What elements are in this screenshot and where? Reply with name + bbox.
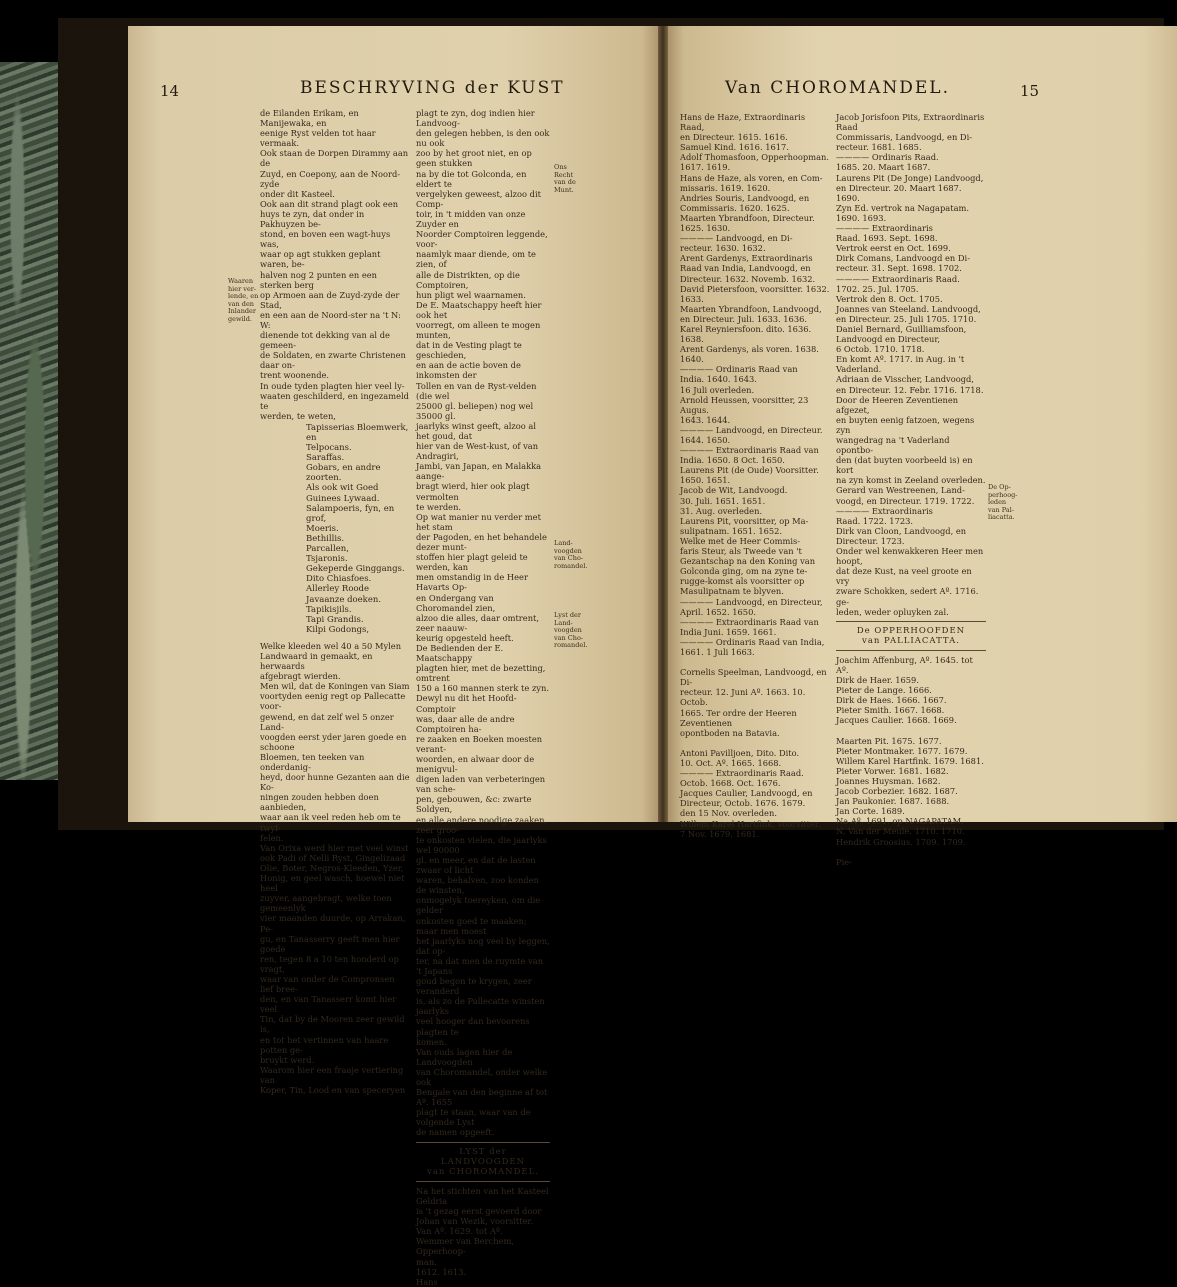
cloth-list-item: Telpocans. (306, 443, 352, 454)
right-page-number: 15 (1020, 82, 1040, 100)
governor-entry: Andries Souris, Landvoogd, en (680, 192, 810, 203)
governor-entry: Adolf Thomasfoon, Opperhoopman. (680, 152, 830, 163)
governor-entry: wangedrag na 't Vaderland opontbo- (836, 435, 950, 456)
text-line: De E. Maatschappy heeft hier ook het (416, 299, 542, 320)
governor-entry: India. 1640. 1643. (680, 374, 757, 385)
governor-entry: ———— Ordinaris Raad van India, (680, 636, 825, 647)
governor-entry: Arent Gardenys, Extraordinaris (680, 253, 813, 264)
governor-entry: leden, weder opluyken zal. (836, 606, 949, 617)
governor-entry: Raad. 1693. Sept. 1698. (836, 233, 938, 244)
governor-entry: Karel Reyniersfoon. dito. 1636. 1638. (680, 323, 812, 345)
cloth-list-item: Gekeperde Ginggangs. (306, 564, 405, 575)
margin-note-opperhoofden: De Op-perhoog-leden van Pal-liacatta. (988, 483, 1018, 521)
text-line: zoo by het groot niet, en op geen stukken (416, 148, 532, 169)
text-line: naamlyk maar diende, om te zien, of (416, 249, 536, 270)
text-line: ter, na dat men de ruymte van 't Japans (416, 955, 544, 976)
opperhoofd-entry: Na Aº. 1691. op NAGAPATAM. (836, 816, 964, 827)
text-line: Van ouds lagen hier de Landvoogden (416, 1046, 513, 1067)
text-line: Tin, dat by de Mooren zeer gewild is, (260, 1014, 405, 1035)
text-line: vergelyken geweest, alzoo dit Comp- (416, 188, 541, 209)
governor-entry: Hans de Haze, Extraordinaris Raad, (680, 112, 806, 133)
governor-entry: Welke met de Heer Commis- (680, 535, 801, 546)
text-line: plagten hier, met de bezetting, omtrent (416, 663, 546, 684)
list-subheading: van CHOROMANDEL. (427, 1166, 539, 1177)
book-gutter (658, 26, 668, 822)
margin-note-landvoogden: Land-voogden van Cho-romandel. (554, 539, 588, 570)
governor-entry: Octob. 1668. Oct. 1676. (680, 778, 781, 789)
text-line: stoffen hier plagt geleid te werden, kan (416, 552, 528, 573)
text-line: te werden. (416, 501, 462, 512)
governor-entry: Hans de Haze, als voren, en Com- (680, 172, 823, 183)
text-line: Landwaard in gemaakt, en herwaards (260, 650, 373, 672)
text-line: en Ondergang van Choromandel zien, (416, 592, 496, 613)
text-line: bragt wierd, hier ook plagt vermolten (416, 481, 530, 502)
text-line: 150 a 160 mannen sterk te zyn. (416, 683, 549, 694)
section-rule (836, 621, 986, 622)
governor-entry: ———— Landvoogd, en Directeur. (680, 424, 823, 435)
opperhoofd-entry: Hendrik Groosius. 1709. 1709. (836, 836, 966, 847)
governor-entry: missaris. 1619. 1620. (680, 182, 771, 193)
cloth-list-item: Gobars, en andre zoorten. (306, 463, 381, 484)
text-line: voogden eerst yder jaren goede en schoone (260, 731, 407, 752)
opperhoofd-entry: Joannes Huysman. 1682. (836, 776, 941, 786)
governor-entry: Landvoogd en Directeur, (836, 334, 941, 345)
text-line: bruykt werd. (260, 1054, 315, 1065)
governor-entry: opontboden na Batavia. (680, 727, 780, 738)
governor-entry: Commissaris, Landvoogd, en Di- (836, 132, 973, 143)
governor-entry: Wemmer van Berchem, Opperhoop- (416, 1236, 515, 1257)
text-line: het jaarlyks nog veel by leggen, dat op- (416, 935, 550, 956)
text-line: trent woonende. (260, 370, 330, 381)
governor-entry: recteur. 1681. 1685. (836, 142, 922, 153)
text-line: en tot het vertinnen van haare potten ge- (260, 1034, 389, 1055)
text-line: der Pagoden, en het behandele dezer munt- (416, 531, 547, 553)
governor-entry: recteur. 31. Sept. 1698. 1702. (836, 263, 962, 274)
governor-entry: Joannes van Steeland. Landvoogd, (836, 303, 981, 314)
text-line: werden, te weten, (260, 410, 336, 421)
governor-entry: sulipatnam. 1651. 1652. (680, 525, 783, 536)
cloth-list-item: Parcallen, (306, 544, 349, 555)
text-line: stond, en boven een wagt-huys was, (260, 229, 391, 250)
cloth-list-item: Tapisserias Bloemwerk, en (306, 422, 409, 443)
governor-entry: Laurens Pit (de Oude) Voorsitter. (680, 465, 819, 476)
governor-entry: en Directeur. 1615. 1616. (680, 132, 788, 143)
text-line: Waarom hier een fraaje vertiering van (260, 1064, 404, 1085)
governor-entry: Dirk van Cloon, Landvoogd, en (836, 525, 967, 536)
governor-entry: 1690. 1693. (836, 212, 887, 223)
text-line: Welke kleeden wel 40 a 50 Mylen (260, 640, 402, 651)
cloth-list-item: Als ook wit Goed (306, 483, 379, 494)
margin-note-lyst: Lyst der Land-voogden van Cho-romandel. (554, 611, 588, 649)
text-line: Jambi, van Japan, en Malakka aange- (416, 461, 542, 482)
text-line: te onkosten vielen, die jaarlyks wel 90000 (416, 834, 547, 855)
text-line: dat in de Vesting plagt te geschieden, (416, 340, 522, 361)
text-line: felen. (260, 832, 284, 843)
governor-entry: zware Schokken, sedert Aº. 1716. ge- (836, 586, 979, 607)
governor-entry: ———— Extraordinaris Raad van (680, 445, 819, 456)
section-rule (836, 650, 986, 651)
governor-entry: Laurens Pit (De Jonge) Landvoogd, (836, 172, 984, 183)
governor-entry: ———— Extraordinaris Raad. (680, 768, 804, 779)
text-line: huys te zyn, dat onder in Pakhuyzen be- (260, 208, 365, 230)
text-line: Ook aan dit strand plagt ook een (260, 198, 399, 209)
governor-entry: Directeur. 1632. Novemb. 1632. (680, 273, 816, 284)
opperhoofd-entry: Dirk de Haes. 1666. 1667. (836, 695, 947, 706)
governor-entry: Gerard van Westreenen, Land- (836, 485, 965, 496)
text-line: Ook staan de Dorpen Dirammy aan de (260, 148, 409, 169)
governor-entry: 1644. 1650. (680, 435, 731, 445)
opperhoofd-entry (836, 847, 986, 857)
governor-entry: Antoni Pavilljoen, Dito. Dito. (680, 747, 800, 758)
governor-entry: Jacob Jorisfoon Pits, Extraordinaris Raad (836, 112, 985, 133)
governor-entry (680, 657, 830, 667)
text-line: den gelegen hebben, is den ook nu ook (416, 128, 550, 149)
governor-entry: 1665. Ter ordre der Heeren Zeventienen (680, 707, 797, 728)
text-line: woorden, en alwaar door de menigvul- (416, 754, 535, 775)
governor-entry: 1625. 1630. (680, 223, 731, 234)
text-line: eenige Ryst velden tot haar vermaak. (260, 128, 376, 149)
text-line: en aan de actie boven de inkomsten der (416, 360, 521, 381)
marbled-endpaper (0, 62, 60, 780)
governor-entry: 7 Nov. 1679. 1681. (680, 828, 760, 839)
text-line: na by die tot Golconda, en eldert te (416, 168, 527, 189)
opperhoofd-entry (836, 726, 986, 736)
text-line: Bloemen, ten teeken van onderdanig- (260, 751, 365, 772)
cloth-list-item: Allerley Roode Javaanze doeken. (306, 584, 382, 605)
opperhoofd-entry: Joachim Affenburg, Aº. 1645. tot Aº. (836, 654, 973, 675)
text-line: Tollen en van de Ryst-velden (die wel (416, 380, 537, 401)
governor-entry: man. (416, 1256, 437, 1267)
text-line: Dewyl nu dit het Hoofd-Comptoir (416, 693, 517, 714)
governor-entry: Johan van Wezik, voorsitter. (416, 1216, 534, 1227)
governor-entry: 1617. 1619. (680, 162, 731, 173)
governor-entry: Masulipatnam te blyven. (680, 586, 784, 597)
governor-entry: 1650. 1651. (680, 475, 731, 486)
governor-entry: 31. Aug. overleden. (680, 505, 763, 516)
governor-entry: Zyn Ed. vertrok na Nagapatam. (836, 202, 970, 213)
text-line: de Soldaten, en zwarte Christenen daar on- (260, 350, 406, 371)
text-line: 25000 gl. beliepen) nog wel 35000 gl. (416, 400, 534, 421)
governor-entry: Onder wel kenwakkeren Heer men hoopt, (836, 546, 984, 567)
governor-entry: Hans (416, 1276, 438, 1287)
text-line: toir, in 't midden van onze Zuyder en (416, 208, 526, 230)
text-line: voorregt, om alleen te mogen munten, (416, 319, 541, 341)
cloth-list-item: Tapi Grandis. (306, 614, 364, 625)
cloth-list-item: Tsjaronis. (306, 554, 348, 565)
cloth-list-item: Saraffas. (306, 453, 345, 464)
text-line: halven nog 2 punten en een sterken berg (260, 269, 378, 290)
text-line: re zaaken en Boeken moesten verant- (416, 733, 543, 754)
text-line: goud begon te krygen, zeer veranderd (416, 976, 532, 997)
left-running-head: BESCHRYVING der KUST (300, 78, 565, 98)
governor-entry: Door de Heeren Zeventienen afgezet, (836, 394, 959, 415)
opperhoofd-entry: Dirk de Haer. 1659. (836, 675, 919, 686)
text-line: is, als zo de Pallecatte winsten jaarlyks (416, 996, 545, 1017)
governor-entry: Golconda ging, om na zyne te- (680, 566, 808, 577)
governor-entry: April. 1652. 1650. (680, 606, 756, 617)
text-line: Bengale van den beginne af tot Aº. 1655 (416, 1087, 548, 1108)
text-line: waar van onder de Compronsen lief bree- (260, 973, 395, 995)
governor-entry: en buyten eenig fatzoen, wegens zyn (836, 414, 975, 435)
cloth-list-item: Kilpi Godongs, (306, 624, 370, 635)
cloth-list-item: Moeris. (306, 523, 339, 534)
text-line: alle de Distrikten, op die Comptoiren, (416, 269, 520, 290)
text-line: waar aan ik veel reden heb om te twyf- (260, 812, 401, 833)
opperhoofd-entry: Jacob Corbezier. 1682. 1687. (836, 786, 958, 797)
opperhoofd-entry: Maarten Pit. 1675. 1677. (836, 735, 942, 746)
governor-entry: 1661. 1 Juli 1663. (680, 646, 755, 657)
text-line: men omstandig in de Heer Havarts Op- (416, 572, 528, 593)
text-line: onmogelyk toereyken, om die gelder (416, 895, 541, 916)
text-line: Noorder Comptoiren leggende, voor- (416, 229, 548, 250)
governor-entry: En komt Aº. 1717. in Aug. in 't (836, 354, 965, 365)
governor-entry: Vertrok den 8. Oct. 1705. (836, 293, 943, 304)
governor-entry: recteur. 12. Juni Aº. 1663. 10. Octob. (680, 687, 806, 708)
cloth-list-item: Dito Chiasfoes. (306, 574, 372, 585)
governor-entry: Van Aº. 1629. tot Aº. (416, 1226, 503, 1237)
text-line: dienende tot dekking van al de gemeen- (260, 330, 390, 351)
right-running-head: Van CHOROMANDEL. (725, 78, 951, 98)
governor-entry: is 't gezag eerst gevoerd door (416, 1206, 542, 1217)
text-line: voortyden eenig regt op Pallecatte voor- (260, 691, 406, 712)
text-line: komen. (416, 1036, 447, 1047)
text-line: Men wil, dat de Koningen van Siam (260, 681, 410, 692)
opperhoofden-heading: De OPPERHOOFDEN (856, 625, 966, 636)
governor-entry: den 15 Nov. overleden. (680, 808, 777, 819)
text-line: Zuyd, en Coepony, aan de Noord-zyde (260, 168, 401, 189)
governor-entry: ———— Extraordinaris (836, 505, 933, 516)
text-line: hun pligt wel waarnamen. (416, 289, 526, 300)
governor-entry: Vaderland. (836, 364, 882, 375)
governor-entry: ———— Ordinaris Raad. (836, 152, 939, 163)
text-line: gewend, en dat zelf wel 5 onzer Land- (260, 711, 394, 732)
text-line: De Bedienden der E. Maatschappy (416, 642, 504, 664)
text-line: In oude tyden plagten hier veel ly- (260, 380, 405, 391)
text-line: pen, gebouwen, &c: zwarte Soldyen, (416, 794, 532, 815)
governor-entry: Samuel Kind. 1616. 1617. (680, 142, 789, 153)
governor-entry: Directeur. 1723. (836, 535, 905, 546)
governor-entry: Vertrok eerst en Oct. 1699. (836, 243, 951, 254)
governor-entry: Maarten Ybrandfoon, Landvoogd, (680, 303, 822, 314)
text-line: onder dit Kasteel. (260, 188, 335, 199)
opperhoofd-entry: Pieter de Lange. 1666. (836, 685, 932, 696)
governor-entry: Directeur, Octob. 1676. 1679. (680, 798, 806, 809)
opperhoofd-entry: Pieter Vorwer. 1681. 1682. (836, 765, 949, 776)
governor-entry: ———— Extraordinaris (836, 223, 933, 234)
governor-entry: en Directeur. 25. Juli 1705. 1710. (836, 313, 977, 324)
text-line: en alle andere noodige zaaken, zeer groo- (416, 814, 548, 835)
text-line: ook Padi of Nelli Ryst, Gingelizaad (260, 852, 406, 863)
governor-entry: Raad van India, Landvoogd, en (680, 263, 811, 274)
margin-note-cloth: Waaren hier ver-lende, en van den Inlander gewild. (228, 277, 259, 323)
text-line: plagt te zyn, dog indien hier Landvoog- (416, 108, 535, 129)
opperhoofd-entry: Pie- (836, 856, 852, 867)
governor-entry: ———— Extraordinaris Raad van (680, 616, 819, 627)
text-line: den, en van Tanasserr komt hier veel (260, 994, 397, 1015)
governor-entry (680, 738, 830, 748)
left-column-2 (416, 108, 550, 1287)
margin-note-munt: Ons Recht van de Munt. (554, 163, 576, 194)
text-line: afgebragt wierden. (260, 671, 341, 682)
governor-entry: Cornelis Speelman, Landvoogd, en Di- (680, 667, 827, 688)
governor-entry: David Pietersfoon, voorsitter. 1632. 1633. (680, 283, 830, 304)
governor-entry: voogd, en Directeur. 1719. 1722. (836, 495, 975, 506)
governor-entry: Na het stichten van het Kasteel Geldria (416, 1185, 549, 1206)
opperhoofd-entry: Willem Karel Hartfink. 1679. 1681. (836, 755, 984, 766)
governor-entry: Jacques Caulier, Landvoogd, en (680, 788, 813, 799)
governor-entry: en Directeur. 12. Febr. 1716. 1718. (836, 384, 984, 395)
right-column-2 (836, 112, 986, 867)
text-line: van Choromandel, onder welke ook (416, 1066, 548, 1087)
governor-entry: en Directeur. 20. Maart 1687. 1690. (836, 182, 962, 203)
list-heading: LYST der LANDVOOGDEN (440, 1146, 526, 1167)
text-line: plagt te staan, waar van de volgende Lyst (416, 1107, 531, 1128)
text-line: veel hooger dan bevoorens plagten te (416, 1016, 530, 1037)
left-page-number: 14 (160, 82, 180, 100)
opperhoofd-entry: Pieter Smith. 1667. 1668. (836, 705, 945, 716)
governor-entry: Dirk Comans, Landvoogd en Di- (836, 253, 971, 264)
governor-entry: den (dat buyten voorbeeld is) en kort (836, 455, 973, 476)
section-rule (416, 1142, 550, 1143)
text-line: en een aan de Noord-ster na 't N: W: (260, 309, 401, 330)
right-column-1 (680, 112, 830, 839)
text-line: Koper, Tin, Lood en van speceryen (260, 1085, 406, 1095)
opperhoofd-entry: Jacques Caulier. 1668. 1669. (836, 715, 957, 726)
text-line: hier van de West-kust, of van Andragiri, (416, 441, 539, 462)
governor-entry: ———— Landvoogd, en Di- (680, 233, 793, 244)
text-line: jaarlyks winst geeft, alzoo al het goud, dat (416, 420, 537, 441)
governor-entry: Daniel Bernard, Guilliamsfoon, (836, 323, 967, 334)
text-line: was, daar alle de andre Comptoiren ha- (416, 713, 515, 734)
governor-entry: ———— Ordinaris Raad van (680, 364, 798, 375)
opperhoofd-entry: Jan Corte. 1689. (836, 806, 905, 817)
text-line: gu, en Tanasserry geeft men hier goede (260, 933, 400, 954)
governor-entry: Maarten Ybrandfoon, Directeur. (680, 212, 815, 223)
opperhoofd-entry: N. Van der Meule. 1710. 1710. (836, 826, 965, 837)
text-line: onkosten goed te maaken; maar men moest (416, 915, 527, 936)
governor-entry: 1702. 25. Jul. 1705. (836, 283, 919, 294)
governor-entry: Raad. 1722. 1723. (836, 515, 914, 526)
text-line: Olie, Boter, Negros-Kleeden, Yzer, (260, 862, 404, 873)
text-line: Op wat manier nu verder met het stam (416, 511, 541, 532)
cloth-list-item: Salampoeris, fyn, en grof, (306, 503, 395, 524)
text-line: Honig, en geel wasch, hoewel niet heel (260, 873, 405, 894)
text-line: keurig opgesteld heeft. (416, 632, 514, 643)
governor-entry: faris Steur, als Tweede van 't (680, 546, 802, 557)
cloth-list-item: Guinees Lywaad. (306, 493, 380, 504)
opperhoofden-subheading: van PALLIACATTA. (862, 635, 960, 646)
text-line: ningen zouden hebben doen aanbieden, (260, 792, 379, 813)
text-line: Van Orixa werd hier met veel winst (260, 842, 409, 853)
text-line: digen laden van verbeteringen van sche- (416, 774, 546, 795)
governor-entry: 16 Juli overleden. (680, 384, 755, 395)
governor-entry: Arnold Heussen, voorsitter, 23 Augus. (680, 394, 809, 415)
governor-entry: India Juni. 1659. 1661. (680, 626, 777, 637)
governor-entry: en Directeur. Juli. 1633. 1636. (680, 313, 808, 324)
text-line: op Armoen aan de Zuyd-zyde der Stad, (260, 289, 400, 310)
governor-entry: recteur. 1630. 1632. (680, 243, 766, 254)
governor-entry: 30. Juli. 1651. 1651. (680, 495, 766, 506)
governor-entry: 10. Oct. Aº. 1665. 1668. (680, 758, 782, 768)
text-line: de namen opgeeft. (416, 1127, 495, 1138)
governor-entry: Laurens Pit, voorsitter, op Ma- (680, 515, 809, 526)
text-line: zuyver, aangebragt, welke toen gemeenlyk (260, 893, 392, 914)
governor-entry: Willem Karel Hartfink, voorsitter. (680, 818, 821, 829)
governor-entry: 1685. 20. Maart 1687. (836, 162, 931, 173)
text-line: ren, tegen 8 a 10 ten honderd op vragt, (260, 953, 399, 974)
text-line: heyd, door hunne Gezanten aan die Ko- (260, 772, 410, 793)
cloth-list-item: Tapikisjils. (306, 604, 352, 615)
text-line: waren, behalven, zoo konden de winsten, (416, 875, 539, 896)
governor-entry: Commissaris. 1620. 1625. (680, 202, 790, 213)
text-line: gl. en meer, en dat de lasten zwaar of licht (416, 854, 536, 876)
governor-entry: ———— Landvoogd, en Directeur, (680, 596, 823, 607)
governor-entry: Gezantschap na den Koning van (680, 556, 816, 567)
text-line: alzoo die alles, daar omtrent, zeer naauw- (416, 612, 540, 633)
governor-entry: India. 1650. 8 Oct. 1650. (680, 455, 785, 466)
governor-entry: Adriaan de Visscher, Landvoogd, (836, 374, 974, 385)
opperhoofd-entry: Jan Paukonier. 1687. 1688. (836, 796, 950, 807)
left-column-1 (260, 108, 410, 1095)
governor-entry: Jacob de Wit, Landvoogd. (680, 485, 788, 496)
text-line: de Eilanden Erikam, en Manijewaka, en (260, 108, 359, 129)
governor-entry: rugge-komst als voorsitter op (680, 576, 805, 587)
governor-entry: Arent Gardenys, als voren. 1638. 1640. (680, 344, 819, 365)
text-line: waar op agt stukken geplant waren, be- (260, 249, 381, 270)
governor-entry: na zyn komst in Zeeland overleden. (836, 475, 986, 486)
text-line: waaten geschilderd, en ingezameld te (260, 390, 409, 411)
governor-entry: 1643. 1644. (680, 414, 731, 425)
section-rule (416, 1181, 550, 1182)
text-line: vier maanden duurde, op Arrakan, Pe- (260, 913, 406, 934)
governor-entry: 6 Octob. 1710. 1718. (836, 344, 925, 355)
governor-entry: ———— Extraordinaris Raad. (836, 273, 960, 284)
opperhoofd-entry: Pieter Montmaker. 1677. 1679. (836, 745, 968, 756)
governor-entry: dat deze Kust, na veel groote en vry (836, 566, 972, 587)
cloth-list-item: Bethillis. (306, 533, 345, 544)
governor-entry: 1612. 1613. (416, 1266, 467, 1277)
